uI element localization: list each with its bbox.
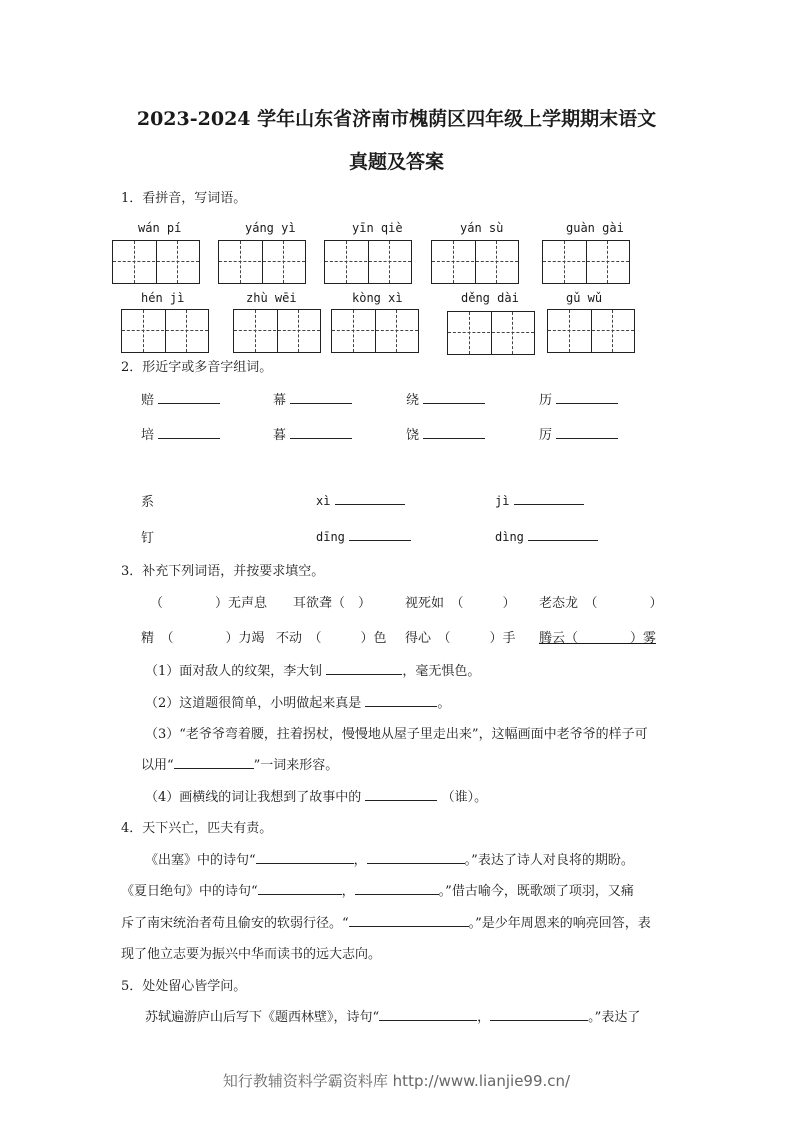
underlined-idiom[interactable]: 腾云（ ）雾 <box>539 631 657 646</box>
sentence-text: 以用“ <box>141 758 174 773</box>
sentence-text: ，毫无惧色。 <box>402 664 481 679</box>
writing-grid[interactable] <box>218 240 306 284</box>
question-4-heading: 4．天下兴亡，匹夫有责。 <box>121 821 273 836</box>
answer-blank[interactable] <box>490 1007 588 1021</box>
document-title-line2: 真题及答案 <box>348 151 444 173</box>
pinyin-label: xì <box>316 494 331 508</box>
sentence-text: ”一词来形容。 <box>253 758 339 773</box>
sentence-text: （2）这道题很简单，小明做起来真是 <box>145 696 362 711</box>
answer-blank[interactable] <box>349 527 411 541</box>
answer-blank[interactable] <box>326 661 402 675</box>
character-label: 厉 <box>539 428 553 443</box>
paragraph-text: 苏轼遍游庐山后写下《题西林壁》，诗句“ <box>145 1010 380 1025</box>
character-label: 历 <box>539 393 553 408</box>
answer-blank[interactable] <box>256 850 354 864</box>
paragraph-text: 。”借古喻今，既歌颂了项羽，又痛 <box>438 884 634 899</box>
writing-grid[interactable] <box>542 240 630 284</box>
idiom-fill[interactable]: （ ）无声息 <box>150 596 268 611</box>
character-label: 饶 <box>406 428 420 443</box>
sentence-text: （4）画横线的词让我想到了故事中的 <box>145 790 362 805</box>
sentence-text: （3）“老爷爷弯着腰，拄着拐杖，慢慢地从屋子里走出来”，这幅画面中老爷爷的样子可 <box>145 727 648 742</box>
idiom-fill[interactable]: 不动 （ ）色 <box>276 631 387 646</box>
polyphone-character: 系 <box>141 495 155 510</box>
answer-blank[interactable] <box>158 390 220 404</box>
pinyin-label: yīn qiè <box>352 221 403 235</box>
answer-blank[interactable] <box>423 425 485 439</box>
paragraph-text: 斥了南宋统治者苟且偷安的软弱行径。“ <box>121 916 349 931</box>
answer-blank[interactable] <box>556 425 618 439</box>
pinyin-label: zhù wēi <box>246 291 297 305</box>
paragraph-text: 《出塞》中的诗句“ <box>145 853 256 868</box>
pinyin-label: guàn gài <box>566 221 624 235</box>
paragraph-text: 现了他立志要为振兴中华而读书的远大志向。 <box>121 947 382 962</box>
answer-blank[interactable] <box>556 390 618 404</box>
character-label: 赔 <box>141 393 155 408</box>
answer-blank[interactable] <box>174 755 254 769</box>
answer-blank[interactable] <box>365 787 437 801</box>
pinyin-label: wán pí <box>138 221 182 235</box>
writing-grid[interactable] <box>331 309 419 353</box>
character-label: 绕 <box>406 393 420 408</box>
answer-blank[interactable] <box>290 390 352 404</box>
footer-watermark: 知行教辅资料学霸资料库 http://www.lianjie99.cn/ <box>222 1072 571 1090</box>
writing-grid[interactable] <box>547 309 635 353</box>
paragraph-text: 。”表达了诗人对良将的期盼。 <box>464 853 634 868</box>
character-label: 暮 <box>273 428 287 443</box>
writing-grid[interactable] <box>431 240 519 284</box>
answer-blank[interactable] <box>290 425 352 439</box>
pinyin-label: gǔ wǔ <box>566 291 603 305</box>
paragraph-text: 。”表达了 <box>588 1010 641 1025</box>
answer-blank[interactable] <box>355 881 439 895</box>
paragraph-text: 。”是少年周恩来的响亮回答，表 <box>468 916 651 931</box>
answer-blank[interactable] <box>158 425 220 439</box>
idiom-fill[interactable]: 精 （ ）力竭 <box>141 631 265 646</box>
sentence-text: 。 <box>437 696 451 711</box>
answer-blank[interactable] <box>379 1007 477 1021</box>
pinyin-label: kòng xì <box>352 291 403 305</box>
idiom-fill[interactable]: 耳欲聋（ ） <box>293 596 372 611</box>
pinyin-label: yán sù <box>460 221 504 235</box>
paragraph-text: 《夏日绝句》中的诗句“ <box>121 884 258 899</box>
paragraph-text: ， <box>341 884 355 899</box>
character-label: 幕 <box>273 393 287 408</box>
answer-blank[interactable] <box>258 881 342 895</box>
document-title-line1: 2023-2024 学年山东省济南市槐荫区四年级上学期期末语文 <box>136 108 657 130</box>
question-3-heading: 3．补充下列词语，并按要求填空。 <box>121 564 325 579</box>
polyphone-character: 钉 <box>141 531 155 546</box>
answer-blank[interactable] <box>349 913 469 927</box>
answer-blank[interactable] <box>335 491 405 505</box>
writing-grid[interactable] <box>121 309 209 353</box>
idiom-fill[interactable]: 得心 （ ）手 <box>405 631 516 646</box>
writing-grid[interactable] <box>447 311 535 355</box>
sentence-text: （谁）。 <box>441 790 488 805</box>
character-label: 培 <box>141 428 155 443</box>
question-5-heading: 5．处处留心皆学问。 <box>121 979 247 994</box>
pinyin-label: hén jì <box>141 291 185 305</box>
pinyin-label: dīng <box>316 530 345 544</box>
pinyin-label: jì <box>495 494 510 508</box>
answer-blank[interactable] <box>423 390 485 404</box>
idiom-fill[interactable]: 老态龙 （ ） <box>539 596 663 611</box>
pinyin-label: dìng <box>495 530 524 544</box>
pinyin-label: děng dài <box>461 291 519 305</box>
writing-grid[interactable] <box>233 309 321 353</box>
question-1-heading: 1．看拼音，写词语。 <box>121 191 247 206</box>
pinyin-label: yáng yì <box>245 221 296 235</box>
paragraph-text: ， <box>477 1010 491 1025</box>
answer-blank[interactable] <box>367 850 465 864</box>
sentence-text: （1）面对敌人的纹架，李大钊 <box>145 664 323 679</box>
answer-blank[interactable] <box>365 693 437 707</box>
question-2-heading: 2．形近字或多音字组词。 <box>121 360 273 375</box>
idiom-fill[interactable]: 视死如 （ ） <box>405 596 516 611</box>
writing-grid[interactable] <box>324 240 412 284</box>
answer-blank[interactable] <box>514 491 584 505</box>
writing-grid[interactable] <box>112 240 200 284</box>
answer-blank[interactable] <box>528 527 598 541</box>
paragraph-text: ， <box>353 853 367 868</box>
